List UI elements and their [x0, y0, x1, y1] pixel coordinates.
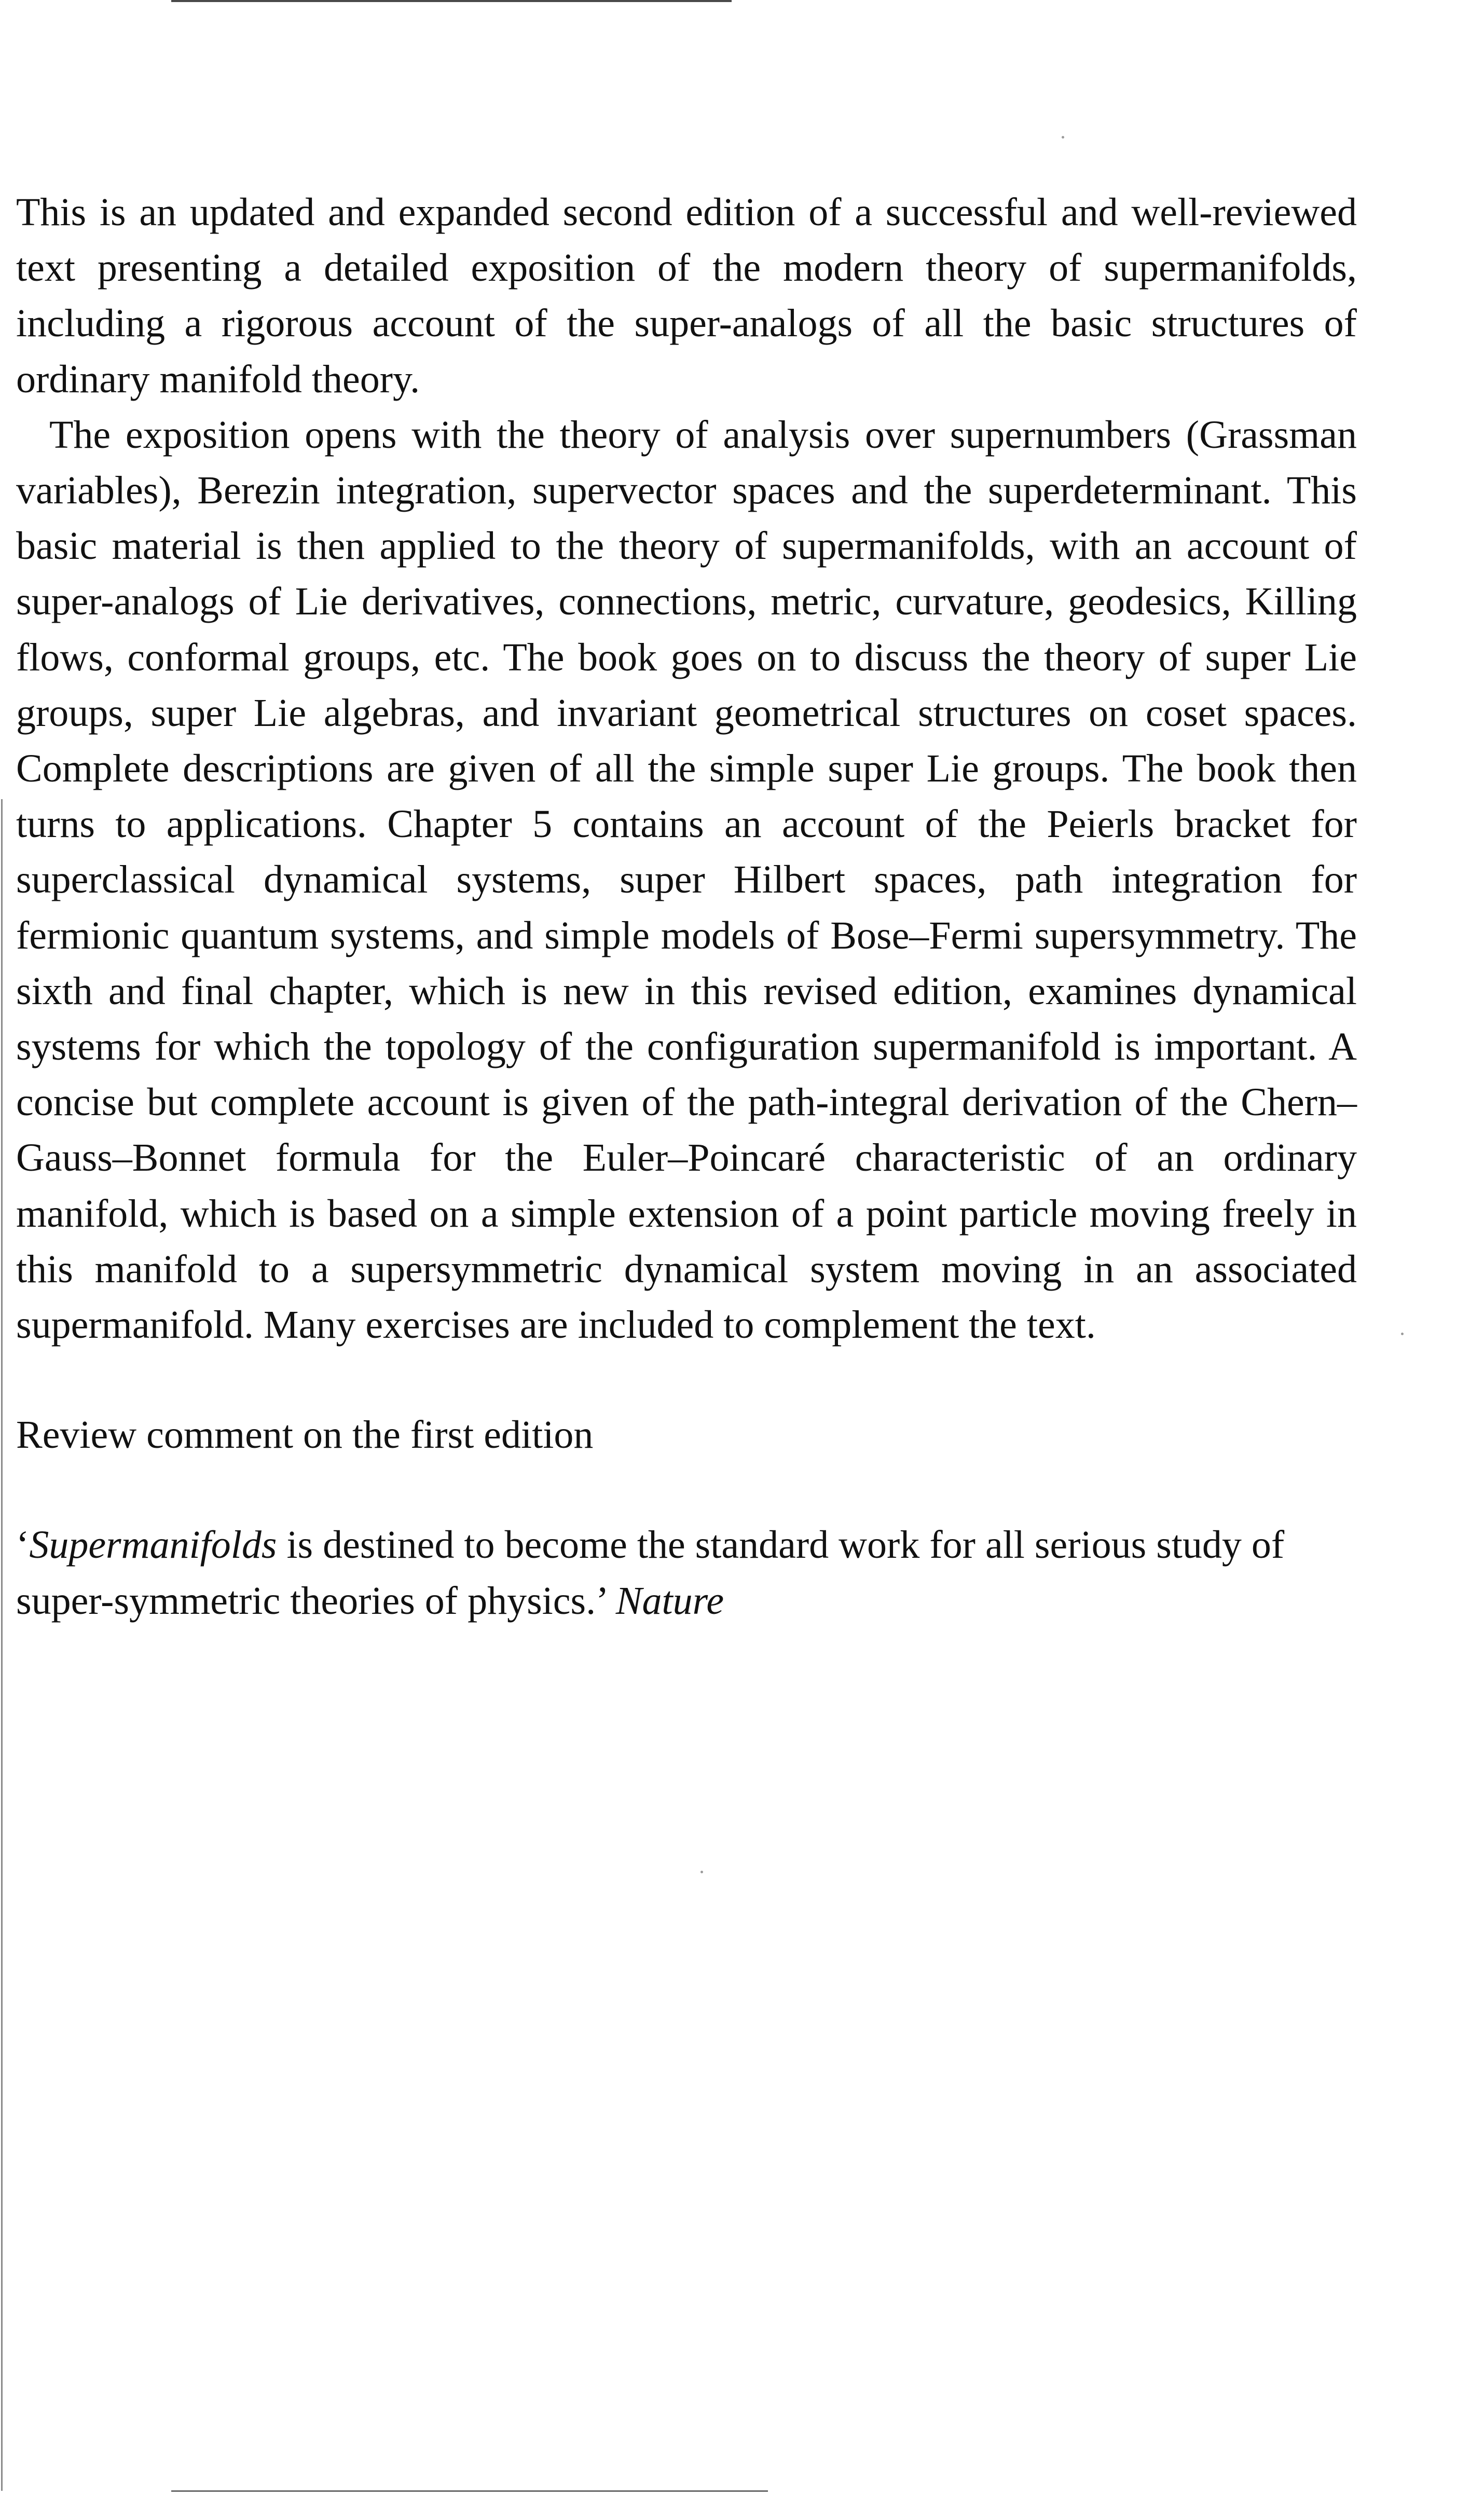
review-book-title: Supermanifolds — [29, 1523, 277, 1567]
intro-paragraph: This is an updated and expanded second edition of a successful and well-reviewed text presenting a detailed exposition of the modern theory of supermanifolds, including a rigorous account of the super-analogs of all the basic structures of ordinary manifold theory. — [16, 190, 1357, 401]
scan-speck — [700, 1871, 703, 1873]
review-quote — [16, 1517, 1357, 1628]
page-bottom-edge — [171, 2490, 768, 2492]
page-left-edge — [1, 799, 3, 2491]
review-source: Nature — [615, 1579, 724, 1623]
review-heading: Review comment on the first edition — [16, 1413, 594, 1457]
scan-speck — [1401, 1333, 1404, 1335]
page-top-edge — [171, 0, 732, 2]
contents-paragraph: The exposition opens with the theory of analysis over supernumbers (Grassman variables), Berezin integration, supervector spaces and the superdeterminant. This basic material is then applied to the theory of supermanifolds, with an account of super-analogs of Lie derivatives, connections, metric, curvature, geodesics, Killing flows, conformal groups, etc. The book goes on to discuss the theory of super Lie groups, super Lie algebras, and invariant geometrical structures on coset spaces. Complete descriptions are given of all the simple super Lie groups. The book then turns to applications. Chapter 5 contains an account of the Peierls bracket for superclassical dynamical systems, super Hilbert spaces, path integration for fermionic quantum systems, and simple models of Bose–Fermi supersymmetry. The sixth and final chapter, which is new in this revised edition, examines dynamical systems for which the topology of the configuration supermanifold is important. A concise but complete account is given of the path-integral derivation of the Chern–Gauss–Bonnet formula for the Euler–Poincaré characteristic of an ordinary manifold, which is based on a simple extension of a point particle moving freely in this manifold to a supersymmetric dynamical system moving in an associated supermanifold. Many exercises are included to complement the text. — [16, 413, 1357, 1347]
review-open-quote: ‘ — [16, 1523, 30, 1567]
scan-speck — [1062, 136, 1064, 139]
review-quote-body: is destined to become the standard work for all serious study of super-symmetric theories of physics.’ — [16, 1523, 1285, 1623]
blurb-text-block — [16, 185, 1357, 1629]
